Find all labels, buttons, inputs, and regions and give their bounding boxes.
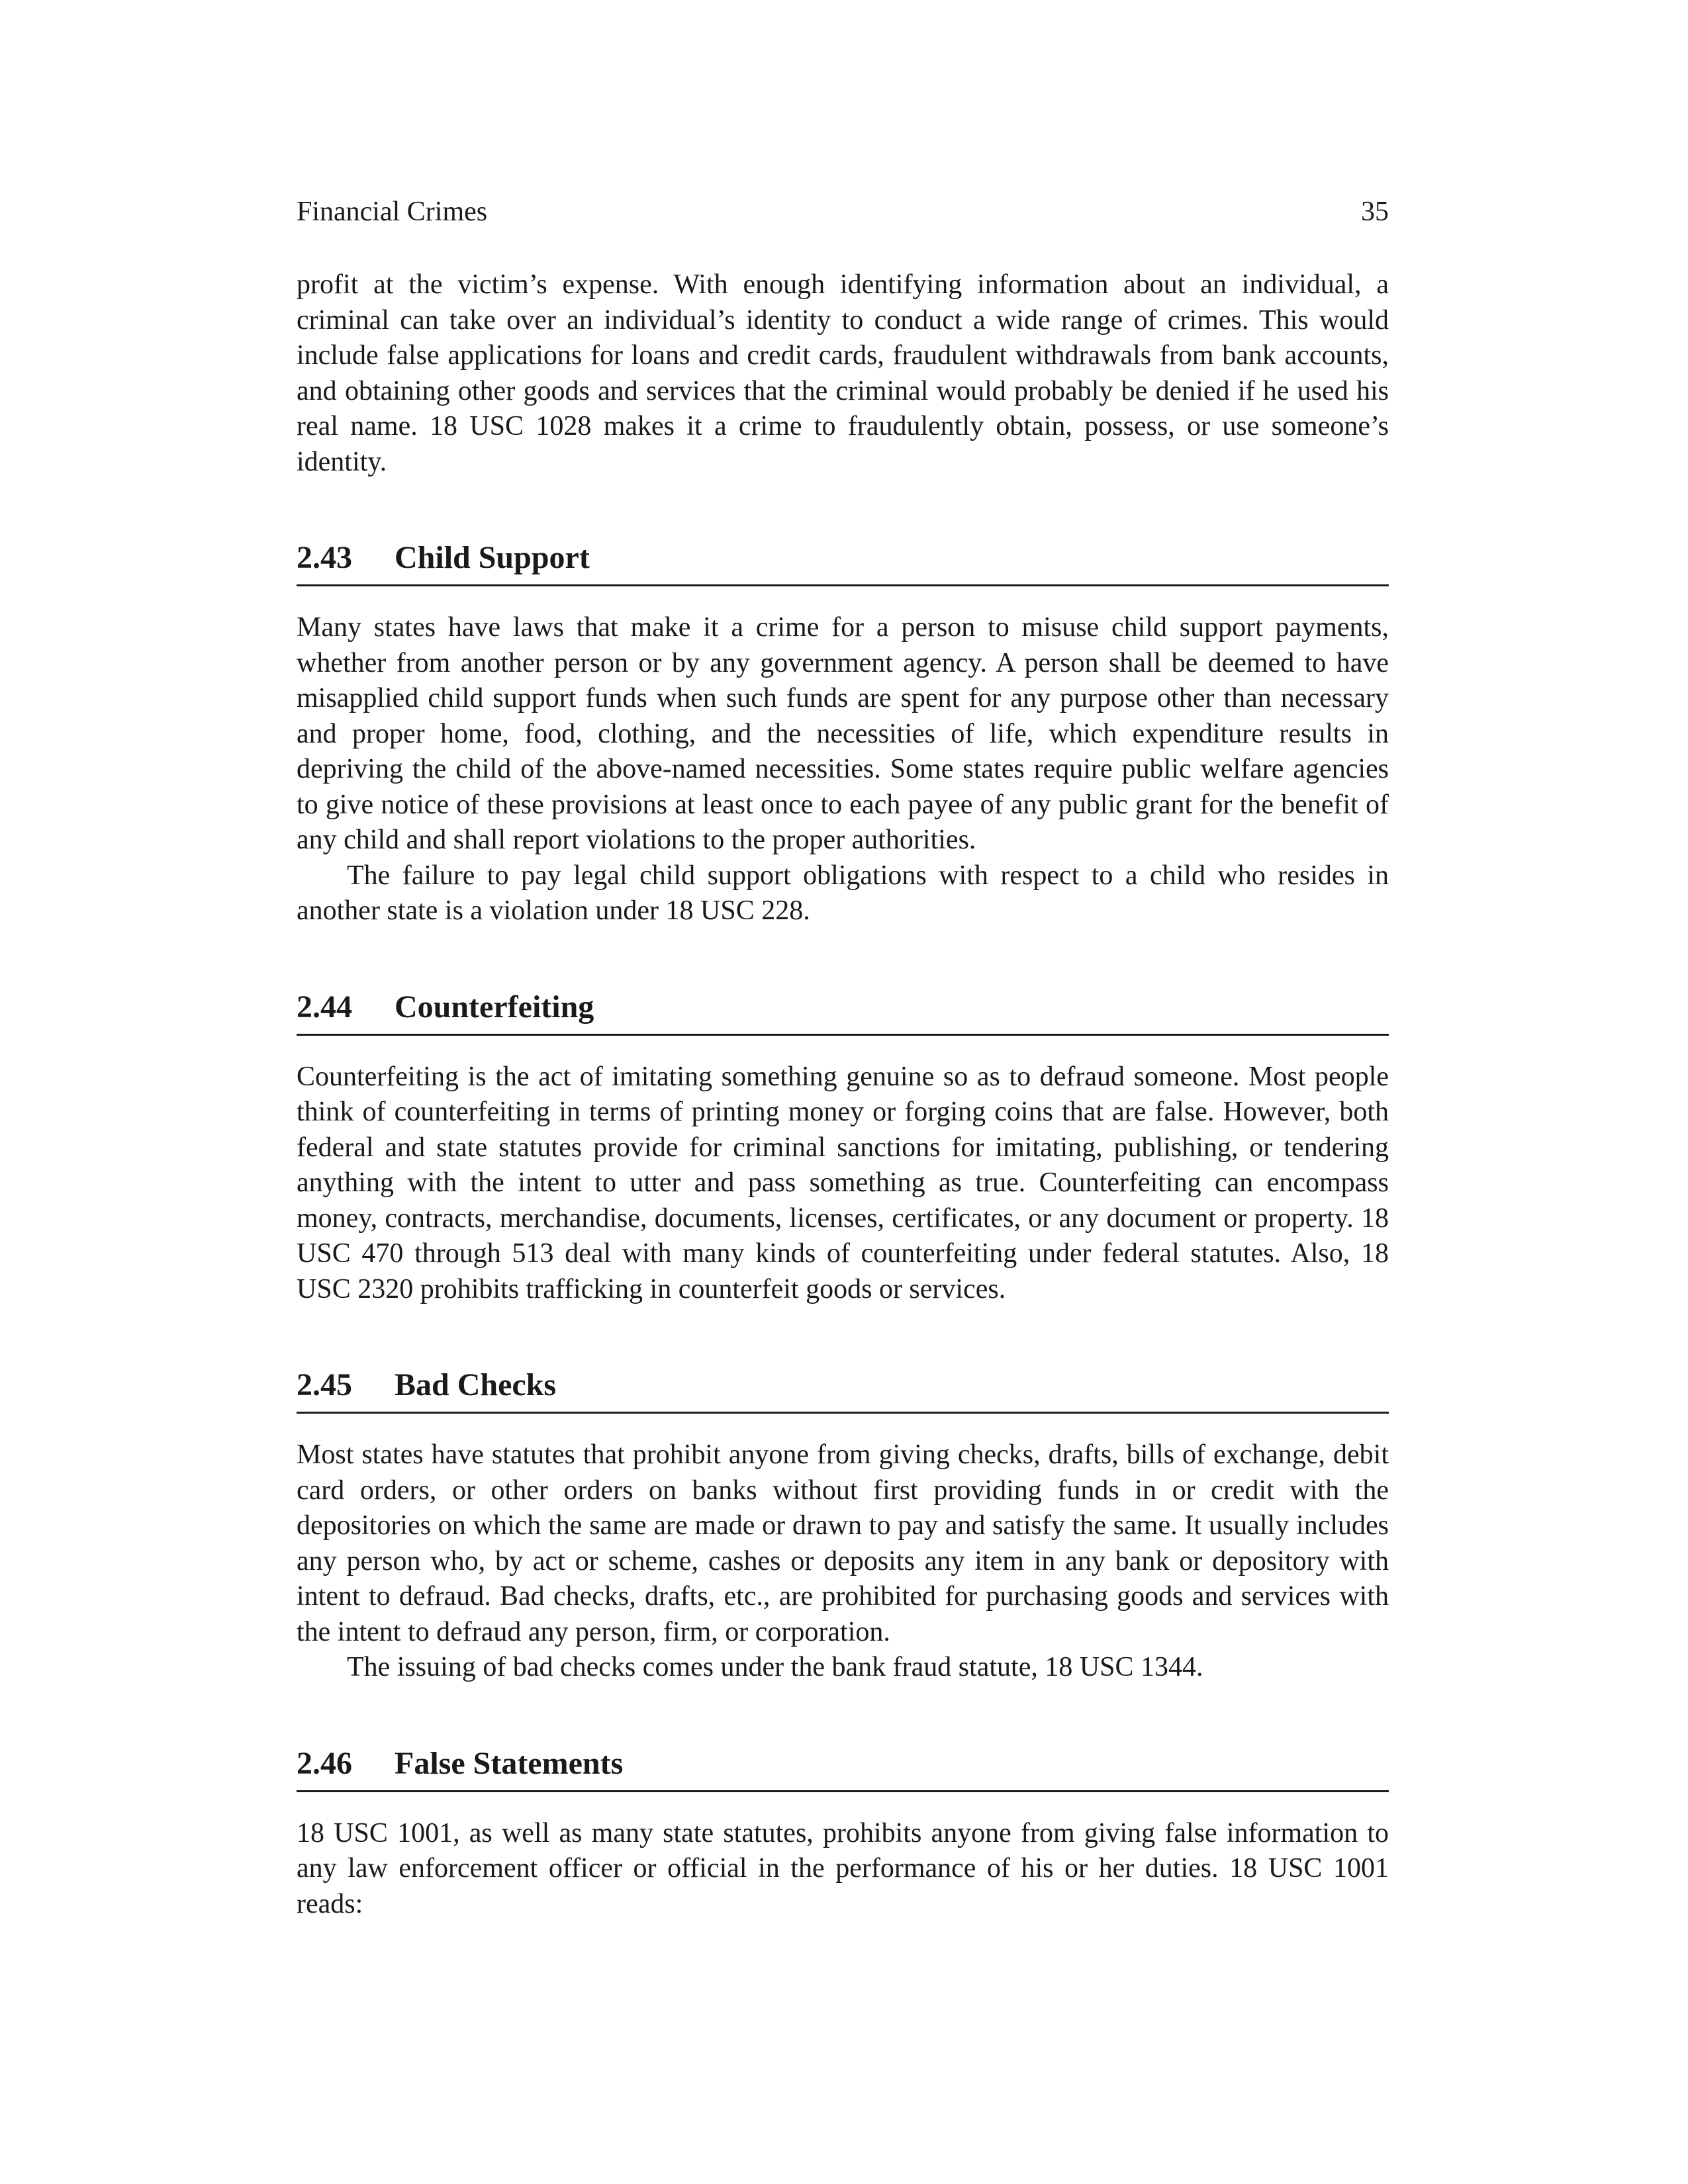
section-number: 2.46 [297,1745,352,1781]
section-paragraph: The failure to pay legal child support obligations with respect to a child who resides in another state is a violation under 18 USC 228. [297,860,1389,926]
section-bad-checks [297,1365,1389,1686]
section-heading [297,1365,1389,1414]
section-paragraph: 18 USC 1001, as well as many state statutes, prohibits anyone from giving false information to any law enforcement officer or official in the performance of his or her duties. 18 USC 1001 reads: [297,1817,1389,1919]
intro-paragraph: profit at the victim’s expense. With enough identifying information about an individual, a criminal can take over an individual’s identity to conduct a wide range of crimes. This would include false applications for loans and credit cards, fraudulent withdrawals from bank accounts, and obtaining other goods and services that the criminal would probably be denied if he used his real name. 18 USC 1028 makes it a crime to fraudulently obtain, possess, or use someone’s identity. [297,269,1389,477]
section-child-support [297,538,1389,929]
section-false-statements [297,1744,1389,1923]
page-number: 35 [1361,197,1389,227]
section-heading [297,987,1389,1036]
running-header [297,192,1389,232]
section-paragraph: Counterfeiting is the act of imitating something genuine so as to defraud someone. Most people think of counterfeiting in terms of printing money or forging coins that are false. However, both federal and state statutes provide for criminal sanctions for imitating, publishing, or tendering anything with the intent to utter and pass something as true. Counterfeiting can encompass money, contracts, merchandise, documents, licenses, certificates, or any document or property. 18 USC 470 through 513 deal with many kinds of counterfeiting under federal statutes. Also, 18 USC 2320 prohibits trafficking in counterfeit goods or services. [297,1061,1389,1304]
section-heading [297,1744,1389,1792]
section-number: 2.45 [297,1367,352,1402]
section-title: Child Support [395,540,590,575]
running-title: Financial Crimes [297,197,488,227]
section-number: 2.43 [297,540,352,575]
section-paragraph: Most states have statutes that prohibit anyone from giving checks, drafts, bills of exchange, debit card orders, or other orders on banks without first providing funds in or credit with the depositories on which the same are made or drawn to pay and satisfy the same. It usually includes any person who, by act or scheme, cashes or deposits any item in any bank or depository with intent to defraud. Bad checks, drafts, etc., are prohibited for purchasing goods and services with the intent to defraud any person, firm, or corporation. [297,1439,1389,1647]
section-heading [297,538,1389,586]
section-number: 2.44 [297,989,352,1024]
section-counterfeiting [297,987,1389,1308]
section-paragraph: Many states have laws that make it a crime for a person to misuse child support payments, whether from another person or by any government agency. A person shall be deemed to have misapplied child support funds when such funds are spent for any purpose other than necessary and proper home, food, clothing, and the necessities of life, which expenditure results in depriving the child of the above-named necessities. Some states require public welfare agencies to give notice of these provisions at least once to each payee of any public grant for the benefit of any child and shall report violations to the proper authorities. [297,612,1389,855]
book-page [297,192,1389,1922]
section-paragraph: The issuing of bad checks comes under the bank fraud statute, 18 USC 1344. [347,1652,1203,1682]
section-title: Bad Checks [395,1367,557,1402]
section-title: False Statements [395,1745,624,1781]
section-title: Counterfeiting [395,989,594,1024]
